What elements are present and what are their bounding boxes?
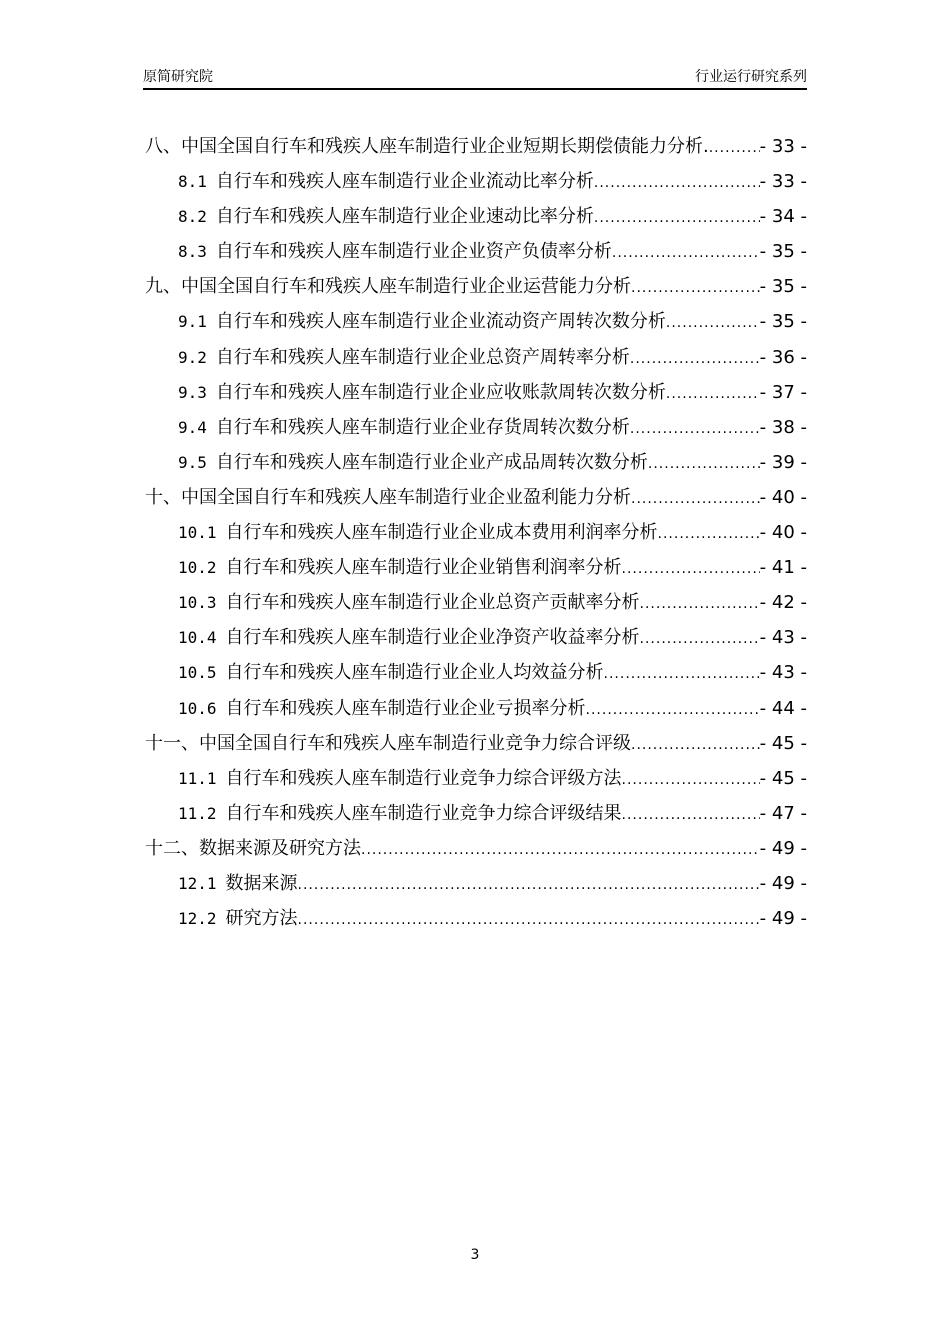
toc-entry[interactable] xyxy=(145,202,807,237)
toc-entry-number: 10.4 xyxy=(178,628,217,648)
toc-entry-number: 11.2 xyxy=(178,803,217,823)
toc-entry[interactable] xyxy=(145,518,807,553)
toc-leader-dots xyxy=(666,379,760,409)
toc-entry[interactable] xyxy=(145,799,807,834)
toc-leader-dots xyxy=(594,203,760,233)
toc-entry-title: 八、中国全国自行车和残疾人座车制造行业企业短期长期偿债能力分析. xyxy=(145,136,709,157)
toc-entry-page: - 49 - xyxy=(759,872,807,894)
toc-entry-page: - 34 - xyxy=(759,206,807,228)
toc-entry[interactable] xyxy=(145,623,807,658)
toc-entry[interactable] xyxy=(145,588,807,623)
toc-entry-page: - 41 - xyxy=(759,557,807,579)
toc-entry-page: - 36 - xyxy=(759,346,807,368)
toc-entry-title: 自行车和残疾人座车制造行业企业流动比率分析 xyxy=(215,171,594,193)
toc-entry-number: 10.5 xyxy=(178,663,217,683)
toc-entry-page: - 35 - xyxy=(759,311,807,333)
toc-entry-page: - 33 - xyxy=(759,171,807,193)
toc-entry-title: 自行车和残疾人座车制造行业企业总资产周转率分析 xyxy=(215,346,630,368)
toc-leader-dots xyxy=(631,484,760,514)
toc-entry-title: 自行车和残疾人座车制造行业企业销售利润率分析 xyxy=(225,557,622,579)
toc-leader-dots xyxy=(298,870,760,900)
toc-entry-page: - 49 - xyxy=(759,908,807,930)
toc-entry-page: - 45 - xyxy=(759,732,807,754)
toc-entry-number: 9.3 xyxy=(178,382,207,402)
toc-entry[interactable] xyxy=(145,132,807,167)
toc-leader-dots xyxy=(658,519,760,549)
toc-entry-page: - 45 - xyxy=(759,767,807,789)
toc-entry[interactable] xyxy=(145,237,807,272)
toc-leader-dots xyxy=(648,449,760,479)
toc-leader-dots xyxy=(630,414,760,444)
toc-leader-dots xyxy=(594,168,760,198)
toc-entry-title: 自行车和残疾人座车制造行业企业成本费用利润率分析 xyxy=(225,522,658,544)
toc-entry[interactable] xyxy=(145,729,807,764)
toc-entry[interactable] xyxy=(145,904,807,939)
toc-entry-title: 数据来源 xyxy=(225,872,298,894)
toc-leader-dots xyxy=(631,730,760,760)
toc-entry[interactable] xyxy=(145,343,807,378)
toc-entry[interactable] xyxy=(145,413,807,448)
toc-entry-title: 自行车和残疾人座车制造行业企业速动比率分析 xyxy=(215,206,594,228)
toc-leader-dots xyxy=(640,589,760,619)
toc-leader-dots xyxy=(612,238,760,268)
toc-entry-number: 8.2 xyxy=(178,207,207,227)
toc-entry[interactable] xyxy=(145,553,807,588)
toc-entry[interactable] xyxy=(145,694,807,729)
toc-entry-title: 自行车和残疾人座车制造行业企业存货周转次数分析 xyxy=(215,416,630,438)
toc-leader-dots xyxy=(666,308,760,338)
page-number: 3 xyxy=(470,1247,480,1263)
toc-entry[interactable] xyxy=(145,378,807,413)
toc-entry-title: 自行车和残疾人座车制造行业企业流动资产周转次数分析 xyxy=(215,311,666,333)
toc-entry[interactable] xyxy=(145,307,807,342)
toc-entry-title: 自行车和残疾人座车制造行业企业资产负债率分析 xyxy=(215,241,612,263)
toc-entry-number: 11.1 xyxy=(178,768,217,788)
toc-leader-dots xyxy=(622,765,760,795)
toc-entry-title: 自行车和残疾人座车制造行业竞争力综合评级方法 xyxy=(225,767,622,789)
toc-entry-title: 自行车和残疾人座车制造行业企业净资产收益率分析 xyxy=(225,627,640,649)
toc-leader-dots xyxy=(630,344,760,374)
toc-entry-number: 10.2 xyxy=(178,558,217,578)
toc-entry-number: 10.1 xyxy=(178,523,217,543)
header-series: 行业运行研究系列 xyxy=(695,69,807,85)
toc-entry-page: - 40 - xyxy=(759,522,807,544)
toc-leader-dots xyxy=(709,133,760,163)
toc-entry-title: 十、中国全国自行车和残疾人座车制造行业企业盈利能力分析 xyxy=(145,486,631,508)
toc-entry[interactable] xyxy=(145,448,807,483)
toc-leader-dots xyxy=(586,695,760,725)
toc-entry-number: 9.1 xyxy=(178,312,207,332)
toc-entry-title: 九、中国全国自行车和残疾人座车制造行业企业运营能力分析 xyxy=(145,276,631,298)
table-of-contents xyxy=(145,132,807,939)
toc-entry-page: - 38 - xyxy=(759,416,807,438)
toc-entry-page: - 39 - xyxy=(759,451,807,473)
toc-entry[interactable] xyxy=(145,658,807,693)
toc-entry-number: 10.3 xyxy=(178,593,217,613)
toc-entry-title: 自行车和残疾人座车制造行业企业应收账款周转次数分析 xyxy=(215,381,666,403)
toc-entry-page: - 43 - xyxy=(759,627,807,649)
toc-entry-page: - 44 - xyxy=(759,697,807,719)
toc-entry-number: 8.3 xyxy=(178,242,207,262)
toc-leader-dots xyxy=(622,800,760,830)
toc-entry-title: 自行车和残疾人座车制造行业企业总资产贡献率分析 xyxy=(225,592,640,614)
toc-leader-dots xyxy=(622,554,760,584)
toc-entry-title: 研究方法 xyxy=(225,908,298,930)
toc-entry-title: 自行车和残疾人座车制造行业企业亏损率分析 xyxy=(225,697,586,719)
toc-entry[interactable] xyxy=(145,764,807,799)
toc-entry-number: 9.2 xyxy=(178,347,207,367)
toc-entry[interactable] xyxy=(145,167,807,202)
toc-entry-title: 十二、数据来源及研究方法 xyxy=(145,837,361,859)
toc-entry-number: 10.6 xyxy=(178,698,217,718)
toc-entry-number: 12.1 xyxy=(178,873,217,893)
toc-entry[interactable] xyxy=(145,272,807,307)
toc-leader-dots xyxy=(631,273,760,303)
toc-entry-page: - 35 - xyxy=(759,241,807,263)
toc-entry[interactable] xyxy=(145,834,807,869)
toc-leader-dots xyxy=(640,624,760,654)
toc-leader-dots xyxy=(298,905,760,935)
toc-entry[interactable] xyxy=(145,869,807,904)
toc-entry-number: 9.5 xyxy=(178,452,207,472)
toc-entry-title: 自行车和残疾人座车制造行业企业产成品周转次数分析 xyxy=(215,451,648,473)
toc-entry-page: - 42 - xyxy=(759,592,807,614)
toc-entry-page: - 40 - xyxy=(759,486,807,508)
toc-leader-dots xyxy=(604,659,760,689)
toc-entry-page: - 49 - xyxy=(759,837,807,859)
toc-entry-number: 9.4 xyxy=(178,417,207,437)
toc-entry-page: - 33 - xyxy=(759,136,807,157)
toc-entry-page: - 47 - xyxy=(759,802,807,824)
toc-entry-page: - 43 - xyxy=(759,662,807,684)
toc-entry-page: - 37 - xyxy=(759,381,807,403)
toc-entry-page: - 35 - xyxy=(759,276,807,298)
toc-entry-title: 十一、中国全国自行车和残疾人座车制造行业竞争力综合评级 xyxy=(145,732,631,754)
toc-entry[interactable] xyxy=(145,483,807,518)
toc-entry-number: 8.1 xyxy=(178,172,207,192)
header-org: 原简研究院 xyxy=(143,69,213,85)
toc-entry-title: 自行车和残疾人座车制造行业企业人均效益分析 xyxy=(225,662,604,684)
toc-leader-dots xyxy=(361,835,760,865)
toc-entry-title: 自行车和残疾人座车制造行业竞争力综合评级结果 xyxy=(225,802,622,824)
toc-entry-number: 12.2 xyxy=(178,909,217,929)
page-header xyxy=(143,66,807,90)
